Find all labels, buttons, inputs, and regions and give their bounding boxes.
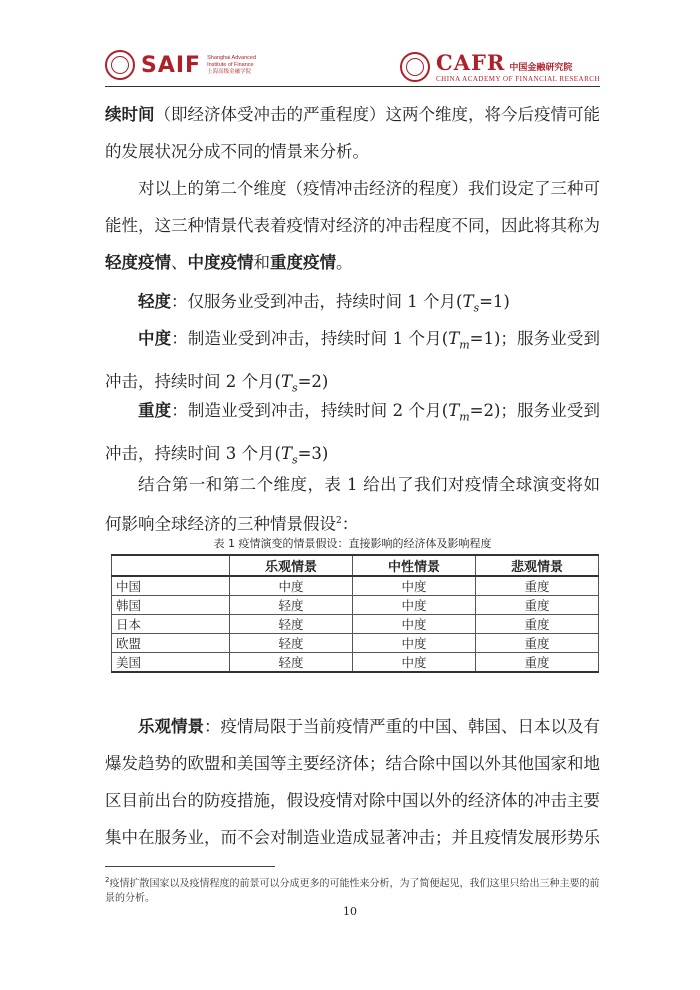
saif-logo-subtitle: Shanghai Advanced Institute of Finance 上海高级金融学院 bbox=[207, 54, 257, 75]
paragraph-optimistic: 乐观情景：疫情局限于当前疫情严重的中国、韩国、日本以及有爆发趋势的欧盟和美国等主要经济体；结合除中国以外其他国家和地区目前出台的防疫措施，假设疫情对除中国以外的经济体的冲击主要集中在服务业，而不会对制造业造成显著冲击；并且疫情发展形势乐 bbox=[105, 717, 600, 847]
definition-light: 轻度：仅服务业受到冲击，持续时间 1 个月$(T_s=1)$ bbox=[138, 292, 510, 315]
paragraph-dimensions: 续时间（即经济体受冲击的严重程度）这两个维度，将今后疫情可能的发展状况分成不同的情景来分析。 bbox=[105, 105, 600, 161]
table-header-cell: 乐观情景 bbox=[230, 555, 353, 576]
cafr-seal-icon bbox=[400, 52, 430, 82]
cafr-logo bbox=[400, 50, 600, 83]
table-header-cell bbox=[112, 555, 230, 576]
saif-seal-icon bbox=[105, 50, 135, 80]
table-row: 韩国 轻度 中度 重度 bbox=[112, 596, 599, 615]
page-number: 10 bbox=[343, 905, 357, 918]
table-row: 日本 轻度 中度 重度 bbox=[112, 615, 599, 634]
saif-logo-text: SAIF bbox=[141, 52, 202, 78]
cafr-logo-cn: 中国金融研究院 bbox=[509, 63, 573, 73]
scenario-table bbox=[111, 554, 599, 673]
table-header-cell: 中性情景 bbox=[353, 555, 476, 576]
footnote: $^2$疫情扩散国家以及疫情程度的前景可以分成更多的可能性来分析，为了简便起见，我们这里只给出三种主要的前景的分析。 bbox=[105, 876, 600, 905]
cafr-logo-en: CHINA ACADEMY OF FINANCIAL RESEARCH bbox=[436, 75, 600, 83]
header-divider bbox=[105, 86, 600, 87]
cafr-logo-text: CAFR bbox=[436, 50, 506, 75]
page-header bbox=[105, 50, 600, 84]
table-header-cell: 悲观情景 bbox=[476, 555, 599, 576]
table-row: 中国 中度 中度 重度 bbox=[112, 576, 599, 596]
table-header-row bbox=[112, 555, 599, 576]
saif-logo bbox=[105, 50, 256, 80]
paragraph-combine: 结合第一和第二个维度，表 1 给出了我们对疫情全球演变将如何影响全球经济的三种情景假设$^2$： bbox=[105, 475, 600, 534]
table-row: 美国 轻度 中度 重度 bbox=[112, 653, 599, 673]
footnote-divider bbox=[105, 866, 275, 867]
definition-medium: 中度：制造业受到冲击，持续时间 1 个月$(T_m=1)$；服务业受到冲击，持续时间 2 个月$(T_s=2)$ bbox=[105, 329, 601, 395]
definition-severe: 重度：制造业受到冲击，持续时间 2 个月$(T_m=2)$；服务业受到冲击，持续时间 3 个月$(T_s=3)$ bbox=[105, 401, 601, 467]
table-row: 欧盟 轻度 中度 重度 bbox=[112, 634, 599, 653]
paragraph-severity: 对以上的第二个维度（疫情冲击经济的程度）我们设定了三种可能性，这三种情景代表着疫情对经济的冲击程度不同，因此将其称为轻度疫情、中度疫情和重度疫情。 bbox=[105, 179, 600, 272]
table-caption: 表 1 疫情演变的情景假设：直接影响的经济体及影响程度 bbox=[213, 537, 492, 550]
